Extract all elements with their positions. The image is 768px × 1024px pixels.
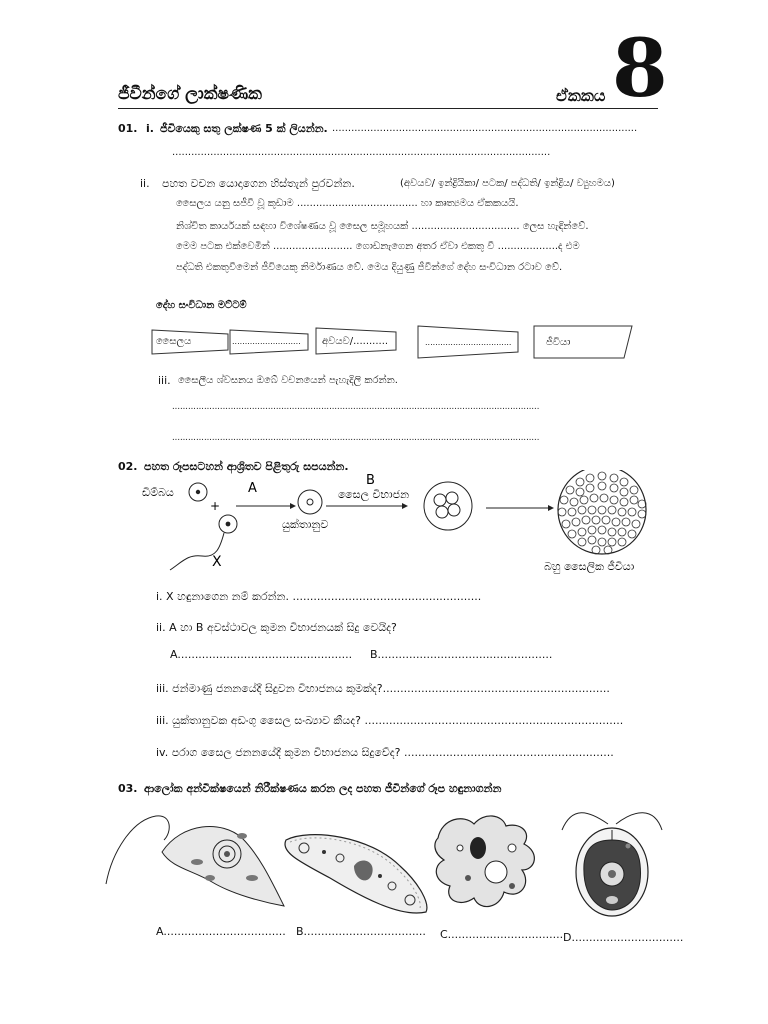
- x-label: X: [212, 554, 222, 570]
- b-label: B: [366, 473, 375, 488]
- a-label: A: [248, 481, 257, 496]
- level-blank-1[interactable]: ...........................: [232, 337, 301, 346]
- unit-number: 8: [612, 21, 668, 115]
- q3-number: 03.: [118, 782, 138, 795]
- level-cell: සෛලය: [156, 336, 192, 347]
- zygote-shape: [298, 490, 322, 514]
- q1-iii-answer-line-2[interactable]: ..........................................................................................................................................: [172, 432, 540, 442]
- ovum-label: ඩිම්බය: [142, 486, 174, 499]
- q1-i-answer-line-1[interactable]: ................................................................................................: [332, 123, 638, 134]
- early-embryo-shape: [424, 482, 472, 530]
- q1-fill-line-2: නිශ්චිත කාර්යයක් සඳහා විශේෂණය වූ සෛල සමූහයක් .................................. ලෙස හැඳින්වේ.: [176, 221, 589, 232]
- paramecium-illustration: [280, 826, 440, 916]
- q2-number: 02.: [118, 460, 138, 473]
- q3-label-a[interactable]: A...................................: [156, 925, 286, 938]
- q2-iii: iii. ජන්මාණු ජනනයේදී සිදුවන විභාජනය කුමක්ද?.................................................................: [156, 682, 610, 695]
- q2-text: පහත රූපසටහන් ආශ්‍රිතව පිළිතුරු සපයන්න.: [144, 460, 349, 473]
- euglena-illustration: [102, 812, 292, 922]
- q2-i: i. X හඳුනාගෙන නම් කරන්න. ......................................................: [156, 590, 482, 603]
- q1-i-answer-line-2[interactable]: .......................................................................................................................: [172, 147, 551, 158]
- q2-ii: ii. A හා B අවස්ථාවල කුමන විභාජනයක් සිදු වෙයිද?: [156, 621, 397, 634]
- q1-ii-text: පහත වචන යොදාගෙන හිස්තැන් පුරවන්න.: [162, 177, 355, 190]
- cell-division-label: සෛල විභාජන: [338, 488, 410, 501]
- chlamydomonas-illustration: [558, 800, 668, 920]
- level-organ[interactable]: අවයව/...........: [322, 336, 389, 347]
- q2-answer-a[interactable]: A..................................................: [170, 648, 353, 661]
- levels-title: දේහ සංවිධාන මට්ටම්: [156, 300, 247, 311]
- q3-label-c[interactable]: C.................................: [440, 928, 564, 941]
- level-organism: ජීවියා: [546, 337, 571, 348]
- q1-ii-word-bank: (අවයව/ ඉන්ද්‍රියිකා/ පටක/ පද්ධති/ ඉන්ද්‍රිය/ ව්‍යුහමය): [400, 178, 615, 189]
- multicellular-organism-shape: [558, 470, 646, 554]
- header-rule: [118, 108, 658, 109]
- q1-ii-label: ii.: [140, 177, 150, 190]
- unit-label: ඒකකය: [556, 86, 606, 105]
- q1-fill-line-1: සෛලය යනු සජීවී වූ කුඩාම ...................................... හා කෘත්‍යමය ඒකකයයි.: [176, 198, 519, 209]
- level-blank-2[interactable]: ..................................: [425, 338, 512, 347]
- q3-label-b[interactable]: B...................................: [296, 925, 426, 938]
- organization-levels-chain: [150, 322, 650, 362]
- q1-i-text: ජීවියෙකු සතු ලක්ෂණ 5 ක් ලියන්න.: [160, 122, 328, 135]
- q1-iii-answer-line-1[interactable]: ..........................................................................................................................................: [172, 401, 540, 411]
- q1-fill-line-3: මෙම පටක එක්වෙමින් ......................... ගොඩනැගෙන අතර ඒවා එකතු වී ...................ද එම: [176, 241, 580, 252]
- q2-iv: iv. පරාග සෛල ජනනයේදී කුමන විභාජනය සිදුවේද? ............................................................: [156, 746, 614, 759]
- amoeba-illustration: [428, 808, 548, 918]
- q1-fill-line-4: පද්ධති එකතුවීමෙන් ජීවියෙකු නිර්මාණය වේ. මෙය දියුණු ජීවීන්ගේ දේහ සංවිධාන රටාව වේ.: [176, 262, 563, 273]
- plus-sign: +: [210, 499, 221, 513]
- q1-number: 01.: [118, 122, 138, 135]
- fertilization-diagram: [140, 470, 660, 580]
- q3-label-d[interactable]: D................................: [563, 931, 684, 944]
- q1-iii-text: සෛලීය ශ්වසනය ඔබේ වචනයෙන් පැහැදිලි කරන්න.: [178, 375, 398, 386]
- q1-i-label: i.: [146, 122, 154, 135]
- q2-iii-b: iii. යුක්තානුවක අඩංගු සෛල සංඛ්‍යාව කීයද? ..........................................................................: [156, 714, 624, 727]
- q3-text: ආලෝක අන්වීක්ෂයෙන් නිරීක්ෂණය කරන ලද පහත ජීවීන්ගේ රූප හඳුනාගන්න: [144, 782, 502, 795]
- multicellular-label: බහු සෛලික ජීවියා: [544, 560, 635, 573]
- q2-answer-b[interactable]: B..................................................: [370, 648, 553, 661]
- q1-iii-label: iii.: [158, 374, 171, 387]
- page-title: ජීවීන්ගේ ලාක්ෂණික: [118, 84, 262, 104]
- zygote-label: යුක්තානුව: [282, 518, 329, 531]
